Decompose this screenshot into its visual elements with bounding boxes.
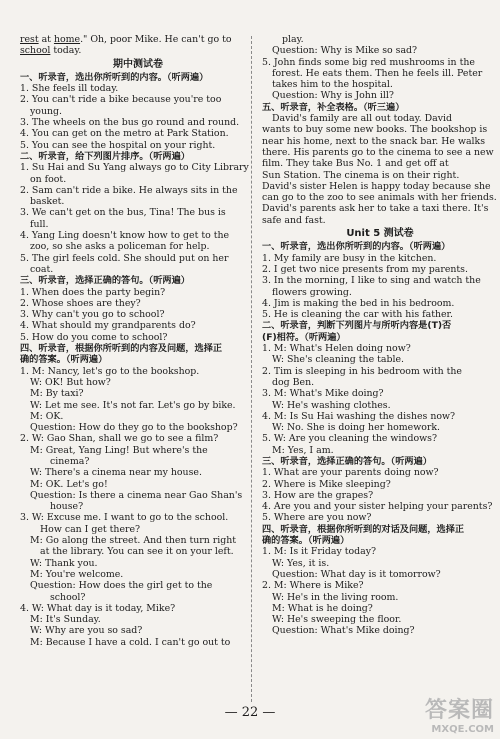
text-line: W: There's a cinema near my house. <box>30 467 202 479</box>
test-title: 期中测试卷 <box>113 58 163 70</box>
text-line: W: He's washing clothes. <box>272 399 391 411</box>
text-line: M: OK. <box>30 410 64 422</box>
text-line: 1. When does the party begin? <box>20 286 166 298</box>
text-line: 2. I get two nice presents from my parents. <box>262 263 468 275</box>
text-line: W: No. She is doing her homework. <box>272 422 441 434</box>
text-line: 5. Where are you now? <box>262 512 372 524</box>
section-heading: 确的答案。（听两遍） <box>20 354 108 366</box>
text-line: David's sister Helen is happy today because she <box>262 180 491 192</box>
text-line: 2. M: Where is Mike? <box>262 580 364 592</box>
text-line: 4. What should my grandparents do? <box>20 320 196 332</box>
text-line: 4. Are you and your sister helping your parents? <box>262 501 493 513</box>
page-number: — 22 — <box>224 705 276 720</box>
test-title: Unit 5 测试卷 <box>346 228 414 240</box>
text-line: W: She's cleaning the table. <box>272 354 404 366</box>
right-column <box>262 34 498 637</box>
text-line: 4. Yang Ling doesn't know how to get to the <box>20 230 230 242</box>
text-line: play. <box>282 34 304 45</box>
text-line: W: He's in the living room. <box>272 591 399 603</box>
text-line: M: It's Sunday. <box>30 614 101 626</box>
text-line: young. <box>30 105 62 117</box>
text-line: M: Because I have a cold. I can't go out to <box>30 636 231 648</box>
text-line: Question: Why is Mike so sad? <box>272 45 418 57</box>
section-heading: 三、听录音，选择正确的答句。（听两遍） <box>20 275 190 287</box>
text-line: 2. You can't ride a bike because you're too <box>20 94 222 106</box>
text-line: 1. She feels ill today. <box>20 83 119 95</box>
text-line: wants to buy some new books. The bookshop is <box>262 124 488 136</box>
text-line: Question: How does the girl get to the <box>30 580 213 592</box>
text-line: W: OK! But how? <box>30 376 111 388</box>
text-line: 3. W: Excuse me. I want to go to the school. <box>20 512 229 524</box>
text-line: 5. You can see the hospital on your right. <box>20 139 216 151</box>
text-line: 4. Jim is making the bed in his bedroom. <box>262 297 455 309</box>
section-heading: 一、听录音，选出你所听到的内容。（听两遍） <box>262 241 451 253</box>
text-line: 3. M: What's Mike doing? <box>262 388 384 400</box>
section-heading: 四、听录音，根据你所听到的内容及问题，选择正 <box>20 343 223 355</box>
text-line: M: By taxi? <box>30 388 84 400</box>
text-line: 1. My family are busy in the kitchen. <box>262 252 437 264</box>
text-line: basket. <box>30 196 65 208</box>
text-line: W: Thank you. <box>30 557 98 569</box>
text-line: M: What is he doing? <box>272 602 373 614</box>
text-line: 3. The wheels on the bus go round and round. <box>20 117 240 129</box>
text-line: near his home, next to the snack bar. He walks <box>262 135 486 147</box>
text-line: Question: What's Mike doing? <box>272 625 415 637</box>
text-line: 3. In the morning, I like to sing and watch the <box>262 275 481 287</box>
section-heading: 一、听录音，选出你所听到的内容。（听两遍） <box>20 71 209 83</box>
text-line: 4. M: Is Su Hai washing the dishes now? <box>262 410 456 422</box>
text-line: How can I get there? <box>40 523 141 535</box>
text-line: school today. <box>20 45 82 57</box>
text-line: M: Yes, I am. <box>272 444 334 456</box>
text-line: Question: What day is it tomorrow? <box>272 568 441 580</box>
text-line: Question: Is there a cinema near Gao Shan's <box>30 489 243 501</box>
watermark-logo <box>425 693 494 735</box>
text-line: full. <box>30 218 49 230</box>
column-divider <box>251 36 252 702</box>
text-line: 3. Why can't you go to school? <box>20 309 165 321</box>
text-line: can go to the zoo to see animals with her friends. <box>262 192 497 204</box>
text-line: 1. Su Hai and Su Yang always go to City Library <box>20 162 249 174</box>
section-heading: 确的答案。（听两遍） <box>262 535 350 547</box>
text-line: coat. <box>30 263 54 275</box>
text-line: 5. How do you come to school? <box>20 331 168 343</box>
text-line: dog Ben. <box>272 376 315 388</box>
text-line: W: Yes, it is. <box>272 557 330 569</box>
section-heading: 二、听录音，判断下列图片与所听内容是(T)否 <box>262 320 452 332</box>
text-line: M: Great, Yang Ling! But where's the <box>30 444 208 456</box>
text-line: film. They take Bus No. 1 and get off at <box>262 158 449 170</box>
text-line: 1. M: Nancy, let's go to the bookshop. <box>20 365 200 377</box>
section-heading: 五、听录音，补全表格。（听三遍） <box>262 101 405 113</box>
text-line: Question: Why is John ill? <box>272 90 394 102</box>
text-line: M: OK. Let's go! <box>30 478 108 490</box>
text-line: 1. M: Is it Friday today? <box>262 546 377 558</box>
text-line: on foot. <box>30 173 67 185</box>
text-line: 3. How are the grapes? <box>262 489 374 501</box>
watermark-url: MXQE.COM <box>431 724 494 735</box>
text-line: rest at home." Oh, poor Mike. He can't go to <box>20 34 232 45</box>
text-line: house? <box>50 501 84 513</box>
text-line: 1. What are your parents doing now? <box>262 467 439 479</box>
text-line: M: You're welcome. <box>30 568 124 580</box>
text-line: 3. We can't get on the bus, Tina! The bus is <box>20 207 226 219</box>
text-line: W: Why are you so sad? <box>30 625 143 637</box>
text-line: 5. He is cleaning the car with his father. <box>262 309 453 321</box>
text-line: 2. W: Gao Shan, shall we go to see a film? <box>20 433 219 445</box>
section-heading: 三、听录音，选择正确的答句。（听两遍） <box>262 455 432 467</box>
text-line: there. His parents go to the cinema to see a new <box>262 146 494 158</box>
watermark-text: 答案圈 <box>424 698 494 723</box>
text-line: 5. John finds some big red mushrooms in the <box>262 56 475 68</box>
text-line: Question: How do they go to the bookshop? <box>30 422 238 434</box>
text-line: 4. You can get on the metro at Park Station. <box>20 128 229 140</box>
text-line: 4. W: What day is it today, Mike? <box>20 602 176 614</box>
section-heading: 四、听录音，根据你所听到的对话及问题，选择正 <box>262 523 465 535</box>
section-heading: 二、听录音，给下列图片排序。（听两遍） <box>20 150 190 162</box>
text-line: 1. M: What's Helen doing now? <box>262 343 411 355</box>
text-line: 2. Where is Mike sleeping? <box>262 478 391 490</box>
text-line: M: Go along the street. And then turn right <box>30 535 237 547</box>
text-line: W: Let me see. It's not far. Let's go by bike. <box>30 399 236 411</box>
text-line: W: He's sweeping the floor. <box>272 614 402 626</box>
text-line: flowers growing. <box>272 286 352 298</box>
text-line: at the library. You can see it on your left. <box>40 546 234 558</box>
text-line: zoo, so she asks a policeman for help. <box>30 241 210 253</box>
text-line: David's parents ask her to take a taxi there. It's <box>262 203 489 215</box>
text-line: 2. Tim is sleeping in his bedroom with the <box>262 365 462 377</box>
text-line: 5. The girl feels cold. She should put on her <box>20 252 229 264</box>
text-line: cinema? <box>50 455 90 467</box>
text-line: safe and fast. <box>262 214 326 226</box>
text-line: school? <box>50 591 86 603</box>
text-line: 5. W: Are you cleaning the windows? <box>262 433 437 445</box>
left-column <box>20 34 256 648</box>
text-line: 2. Whose shoes are they? <box>20 297 141 309</box>
text-line: Sun Station. The cinema is on their right. <box>262 169 460 181</box>
text-line: forest. He eats them. Then he feels ill. Peter <box>272 67 483 79</box>
text-line: 2. Sam can't ride a bike. He always sits in the <box>20 184 238 196</box>
section-heading: (F)相符。（听两遍） <box>262 331 346 343</box>
text-line: takes him to the hospital. <box>272 79 393 91</box>
text-line: David's family are all out today. David <box>272 113 452 125</box>
